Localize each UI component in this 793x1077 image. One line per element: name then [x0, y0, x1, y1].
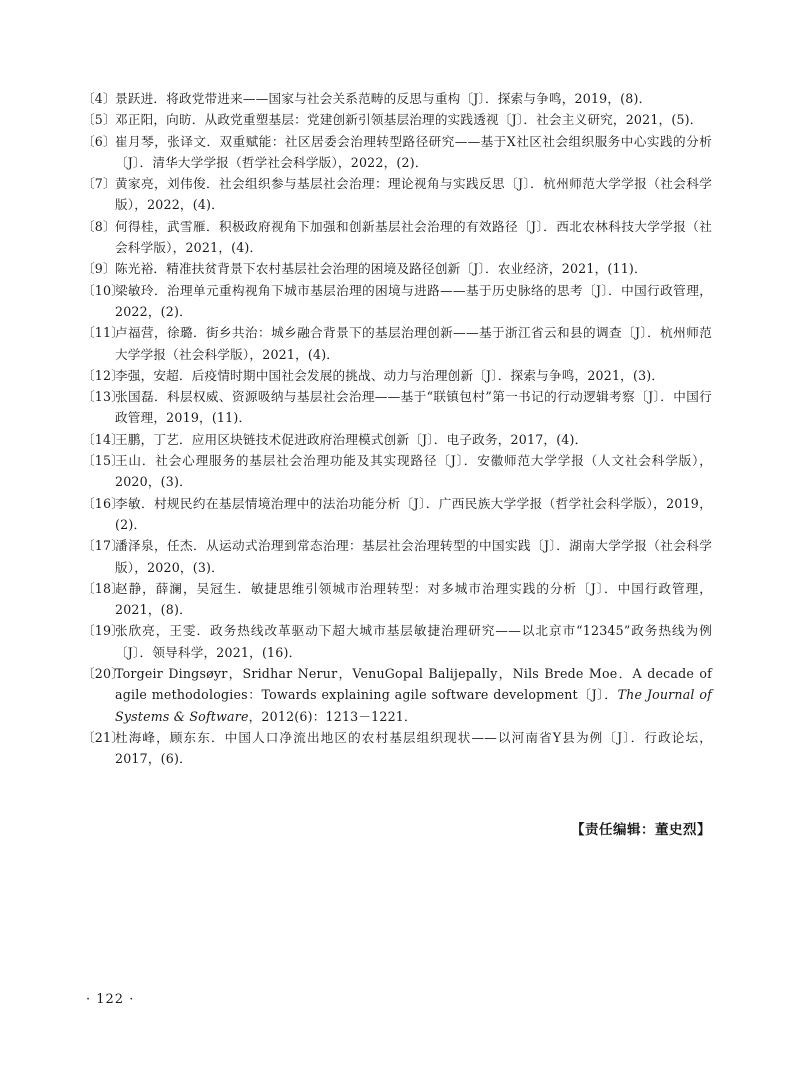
reference-text: 王鹏，丁艺．应用区块链技术促进政府治理模式创新〔J〕．电子政务，2017，(4)． [115, 431, 588, 447]
reference-item [82, 429, 712, 450]
reference-text: 李强，安超．后疫情时期中国社会发展的挑战、动力与治理创新〔J〕．探索与争鸣，2021，(3)． [115, 367, 665, 383]
reference-item [82, 322, 712, 365]
reference-item [82, 535, 712, 578]
reference-number: 〔20〕 [82, 666, 125, 682]
reference-text: 崔月琴，张译文．双重赋能：社区居委会治理转型路径研究——基于X社区社会组织服务中心实践的分析〔J〕．清华大学学报（哲学社会科学版），2022，(2)． [115, 133, 712, 170]
reference-text [115, 666, 712, 724]
reference-number: 〔15〕 [82, 453, 125, 469]
reference-number: 〔17〕 [82, 538, 125, 554]
reference-item [82, 386, 712, 429]
reference-text: 卢福营，徐璐．街乡共治：城乡融合背景下的基层治理创新——基于浙江省云和县的调查〔J〕．杭州师范大学学报（社会科学版），2021，(4)． [115, 325, 712, 362]
reference-text: 何得桂，武雪雁．积极政府视角下加强和创新基层社会治理的有效路径〔J〕．西北农林科技大学学报（社会科学版），2021，(4)． [115, 218, 712, 256]
page-number: · 122 · [86, 992, 135, 1007]
reference-number: 〔7〕 [82, 176, 116, 192]
reference-number: 〔10〕 [82, 282, 125, 298]
reference-text: 赵静，薛澜，吴冠生．敏捷思维引领城市治理转型：对多城市治理实践的分析〔J〕．中国行政管理，2021，(8)． [115, 580, 712, 618]
reference-number: 〔19〕 [82, 623, 125, 639]
reference-number: 〔8〕 [82, 218, 116, 234]
reference-item [82, 727, 712, 770]
reference-text: 梁敏玲．治理单元重构视角下城市基层治理的困境与进路——基于历史脉络的思考〔J〕．中国行政管理，2022，(2)． [115, 282, 712, 319]
reference-item [82, 173, 712, 216]
reference-number: 〔12〕 [82, 367, 125, 383]
reference-text: 陈光裕．精准扶贫背景下农村基层社会治理的困境及路径创新〔J〕．农业经济，2021，(11)． [115, 261, 647, 277]
reference-item [82, 450, 712, 493]
reference-number: 〔4〕 [82, 91, 116, 106]
reference-item [82, 88, 712, 109]
journal-title: The Journal of Systems & Software [115, 687, 712, 724]
reference-text: 景跃进．将政党带进来——国家与社会关系范畴的反思与重构〔J〕．探索与争鸣，2019，(8)． [115, 91, 652, 106]
reference-item [82, 280, 712, 323]
reference-text-issue: ，2012(6)：1213－1221． [248, 708, 417, 724]
reference-item [82, 131, 712, 174]
reference-item [82, 663, 712, 727]
reference-text: 张欣亮，王雯．政务热线改革驱动下超大城市基层敏捷治理研究——以北京市“12345”政务热线为例〔J〕．领导科学，2021，(16)． [115, 623, 712, 660]
reference-number: 〔11〕 [82, 325, 125, 341]
reference-number: 〔9〕 [82, 261, 116, 277]
reference-number: 〔16〕 [82, 495, 125, 511]
reference-item [82, 620, 712, 663]
reference-item [82, 258, 712, 279]
reference-number: 〔6〕 [82, 133, 116, 149]
reference-text: 李敏．村规民约在基层情境治理中的法治功能分析〔J〕．广西民族大学学报（哲学社会科学版），2019，(2)． [115, 495, 712, 532]
reference-list [82, 88, 712, 770]
reference-text-authors-title: Torgeir Dingsøyr，Sridhar Nerur，VenuGopal Balijepally，Nils Brede Moe．A decade of agile methodologies：Towards explaining agile software development〔J〕． [115, 666, 712, 703]
reference-number: 〔14〕 [82, 431, 125, 447]
reference-number: 〔5〕 [82, 112, 116, 128]
reference-item [82, 578, 712, 621]
reference-text: 张国磊．科层权威、资源吸纳与基层社会治理——基于“联镇包村”第一书记的行动逻辑考察〔J〕．中国行政管理，2019，(11)． [115, 389, 712, 426]
responsible-editor: 【责任编辑：董史烈】 [571, 822, 711, 838]
reference-number: 〔21〕 [82, 729, 125, 745]
reference-text: 邓正阳，向昉．从政党重塑基层：党建创新引领基层治理的实践透视〔J〕．社会主义研究，2021，(5)． [115, 112, 703, 128]
reference-item [82, 493, 712, 536]
reference-text: 杜海峰，顾东东．中国人口净流出地区的农村基层组织现状——以河南省Y县为例〔J〕．行政论坛，2017，(6)． [115, 729, 712, 767]
reference-number: 〔13〕 [82, 389, 125, 405]
reference-number: 〔18〕 [82, 580, 125, 596]
reference-item [82, 365, 712, 386]
reference-item [82, 216, 712, 259]
reference-text: 潘泽泉，任杰．从运动式治理到常态治理：基层社会治理转型的中国实践〔J〕．湖南大学学报（社会科学版），2020，(3)． [115, 538, 712, 575]
reference-item [82, 109, 712, 130]
reference-text: 王山．社会心理服务的基层社会治理功能及其实现路径〔J〕．安徽师范大学学报（人文社会科学版），2020，(3)． [115, 453, 712, 490]
reference-text: 黄家亮，刘伟俊．社会组织参与基层社会治理：理论视角与实践反思〔J〕．杭州师范大学学报（社会科学版），2022，(4)． [115, 176, 712, 213]
